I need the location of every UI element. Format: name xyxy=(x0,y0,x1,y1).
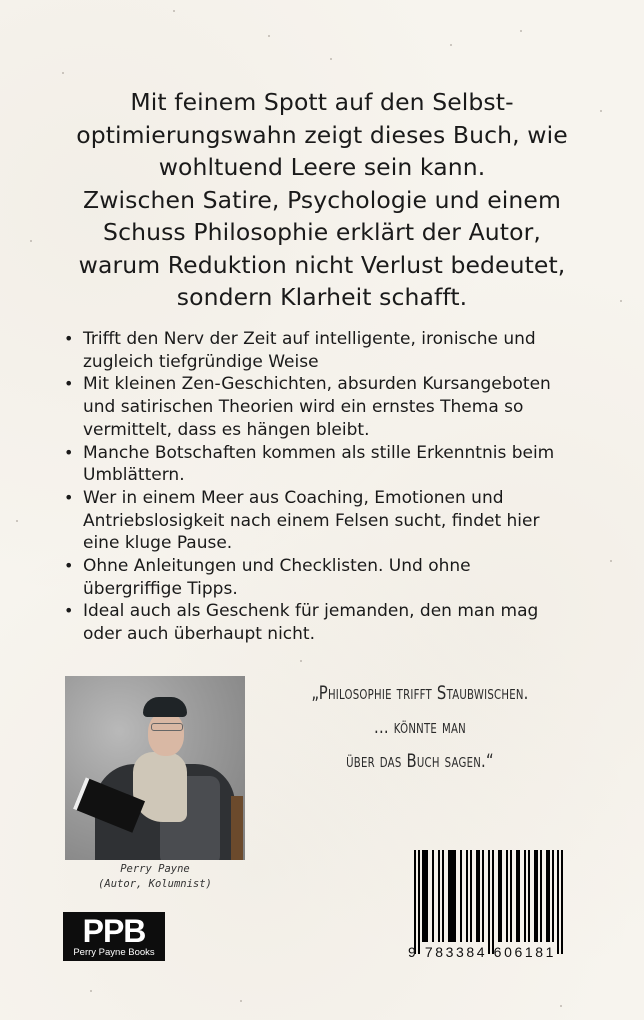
intro-line: Zwischen Satire, Psychologie und einem xyxy=(83,185,561,214)
intro-paragraph xyxy=(40,86,604,314)
list-item-line: übergriffige Tipps. xyxy=(83,578,238,599)
intro-line: Mit feinem Spott auf den Selbst- xyxy=(130,88,514,116)
bullet-icon: • xyxy=(64,487,74,507)
barcode-digits: 9 783384 606181 xyxy=(408,944,556,960)
author-scarf xyxy=(133,752,187,822)
list-item xyxy=(62,442,602,487)
list-item xyxy=(62,328,602,373)
list-item xyxy=(62,487,602,555)
pull-quote xyxy=(303,676,537,778)
intro-line: wohltuend Leere sein kann. xyxy=(158,153,486,181)
author-role: (Autor, Kolumnist) xyxy=(98,878,212,890)
list-item-line: Manche Botschaften kommen als stille Erkenntnis beim xyxy=(83,442,555,463)
list-item-line: zugleich tiefgründige Weise xyxy=(83,351,319,372)
intro-line: Schuss Philosophie erklärt der Autor, xyxy=(103,218,541,246)
quote-line: über das Buch sagen.“ xyxy=(346,750,494,772)
intro-line: warum Reduktion nicht Verlust bedeutet, xyxy=(78,250,566,279)
list-item xyxy=(62,555,602,600)
bullet-icon: • xyxy=(64,374,74,394)
feature-list xyxy=(62,328,602,646)
bullet-icon: • xyxy=(64,442,74,462)
intro-line: sondern Klarheit schafft. xyxy=(176,283,468,311)
bullet-icon: • xyxy=(64,329,74,348)
author-caption xyxy=(65,862,245,892)
author-name: Perry Payne xyxy=(120,863,190,875)
list-item-line: Wer in einem Meer aus Coaching, Emotionen und xyxy=(83,487,504,508)
publisher-logo xyxy=(63,912,165,961)
list-item-line: Ideal auch als Geschenk für jemanden, den man mag xyxy=(83,601,539,622)
quote-line: „Philosophie trifft Staubwischen. xyxy=(311,682,529,704)
glasses-icon xyxy=(151,723,183,731)
flat-cap-icon xyxy=(143,697,187,717)
quote-line: ... könnte man xyxy=(374,716,466,738)
list-item-line: Umblättern. xyxy=(83,465,185,486)
list-item-line: und satirischen Theorien wird ein ernstes Thema so xyxy=(83,397,524,418)
intro-line: optimierungswahn zeigt dieses Buch, wie xyxy=(76,120,568,149)
isbn-barcode xyxy=(410,850,570,964)
list-item-line: vermittelt, dass es hängen bleibt. xyxy=(83,419,370,440)
list-item-line: Ohne Anleitungen und Checklisten. Und ohne xyxy=(83,556,471,577)
list-item-line: eine kluge Pause. xyxy=(83,533,233,554)
list-item-line: oder auch überhaupt nicht. xyxy=(83,624,315,645)
author-face xyxy=(148,712,184,756)
publisher-mark: PPB xyxy=(82,913,146,949)
chair-icon xyxy=(231,796,243,860)
bullet-icon: • xyxy=(64,601,74,621)
publisher-name: Perry Payne Books xyxy=(73,947,155,958)
list-item xyxy=(62,373,602,441)
list-item-line: Trifft den Nerv der Zeit auf intelligente, ironische und xyxy=(83,329,536,349)
bullet-icon: • xyxy=(64,556,74,576)
author-photo xyxy=(65,676,245,860)
list-item-line: Antriebslosigkeit nach einem Felsen sucht, findet hier xyxy=(83,510,540,531)
list-item-line: Mit kleinen Zen-Geschichten, absurden Kursangeboten xyxy=(83,374,551,395)
list-item xyxy=(62,600,602,645)
barcode-bars xyxy=(410,850,570,950)
